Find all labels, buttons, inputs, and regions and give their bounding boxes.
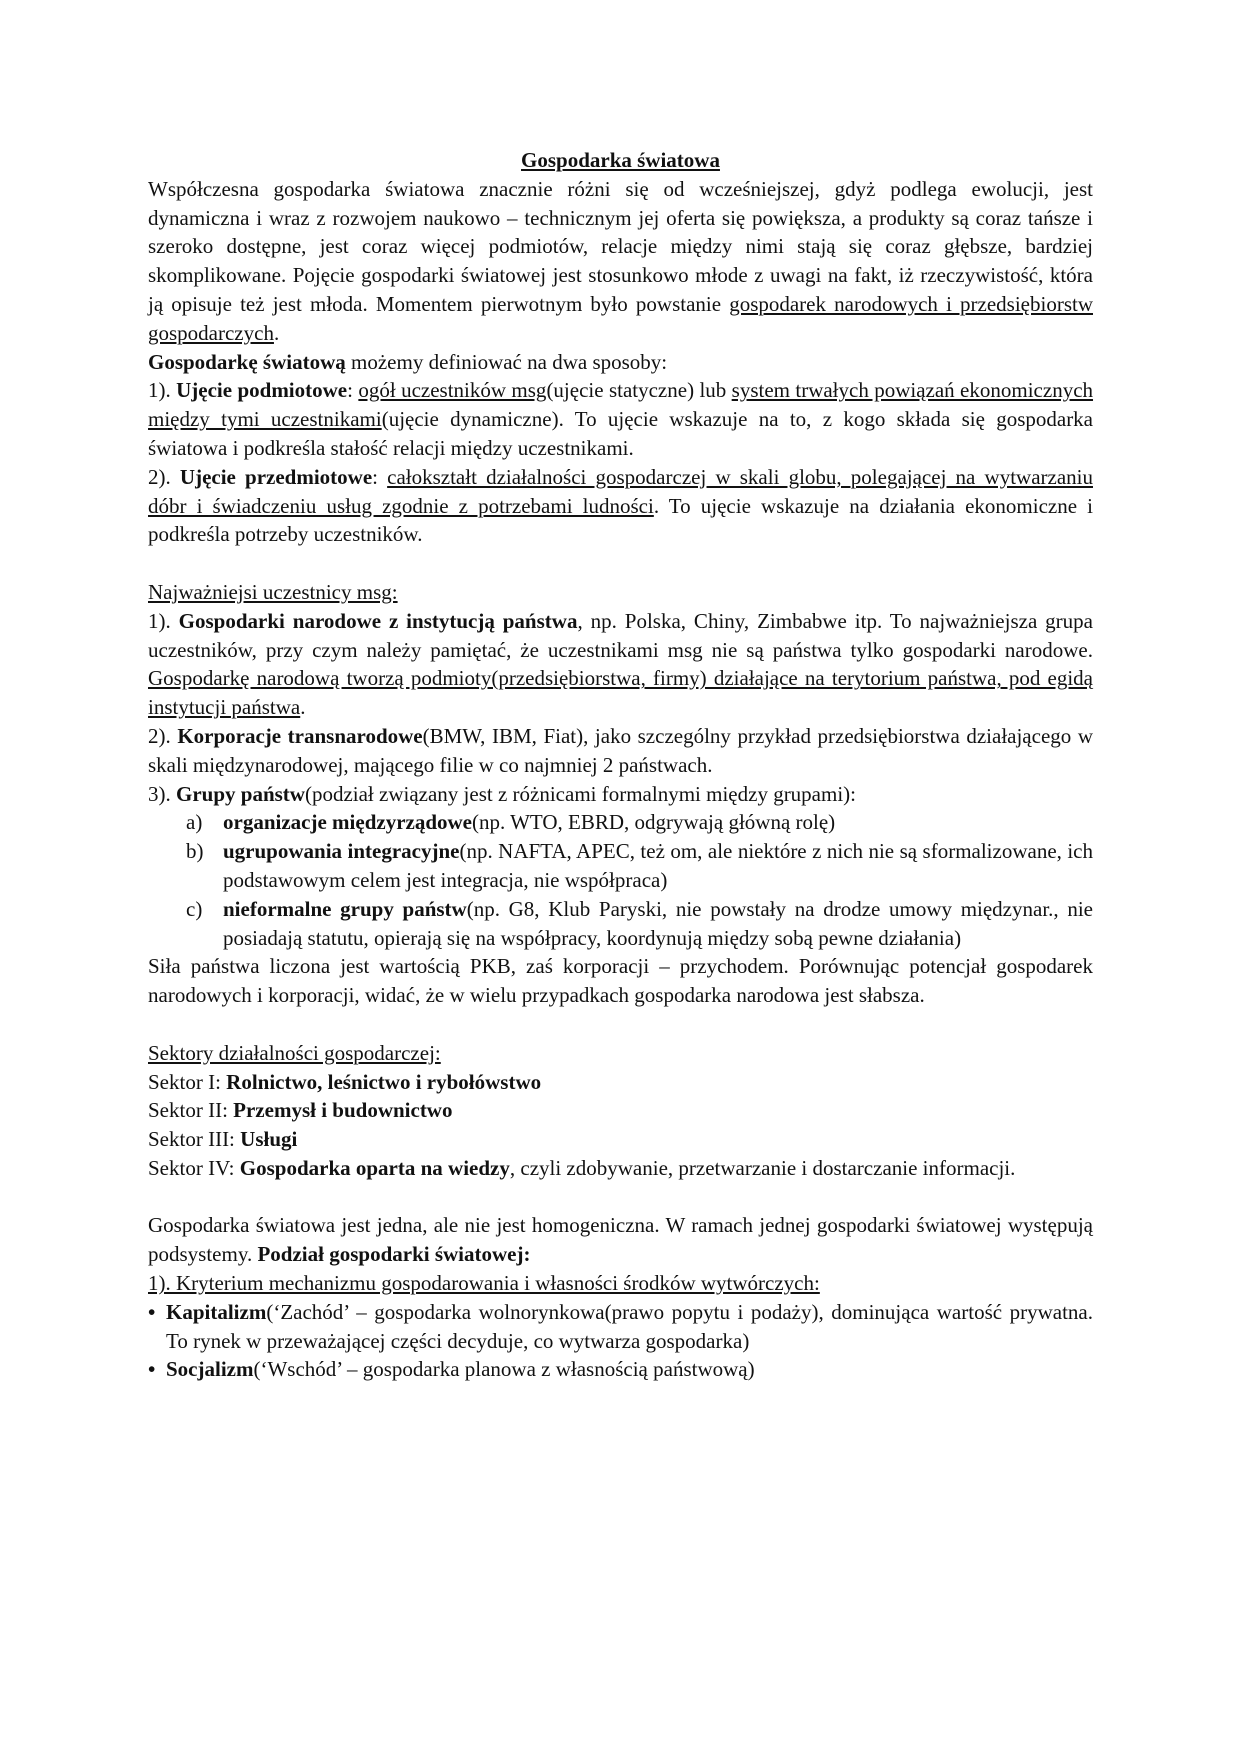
intro-end: . [273, 320, 280, 345]
approach2-underlined: całokształt działalności gospodarczej w skali globu, polegającej na wytwarzaniu dóbr i świadczeniu usług zgodnie z potrzebami ludności [148, 464, 1093, 518]
system-term: Socjalizm [166, 1357, 254, 1382]
approach2-text: . To ujęcie wskazuje na działania ekonomiczne i podkreśla potrzeby uczestników. [148, 493, 1093, 547]
sector-name: Usługi [240, 1127, 298, 1152]
group-term: ugrupowania integracyjne [223, 839, 460, 864]
blank-line [148, 1010, 1093, 1039]
definition-paragraph [148, 348, 1093, 377]
approach-subjective [148, 376, 1093, 462]
document-page [148, 146, 1093, 1384]
definition-term: Gospodarkę światową [148, 349, 346, 374]
participant-3 [148, 780, 1093, 809]
approach-objective [148, 463, 1093, 549]
system-term: Kapitalizm [166, 1299, 267, 1324]
economic-system-item [148, 1355, 1093, 1384]
list-marker: b) [186, 839, 204, 864]
approach2-term: Ujęcie przedmiotowe [179, 464, 373, 489]
sector-item [148, 1154, 1093, 1183]
sector-label: Sektor II: [148, 1098, 234, 1123]
intro-underlined: gospodarek narodowych i przedsiębiorstw gospodarczych [148, 291, 1093, 345]
participant-1-text: , np. Polska, Chiny, Zimbabwe itp. To najważniejsza grupa uczestników, przy czym należy pamiętać, że uczestnikami msg nie są państwa tylko gospodarki narodowe. [148, 608, 1093, 662]
criterion-heading [148, 1269, 1093, 1298]
participant-1-underlined: Gospodarkę narodową tworzą podmioty(przedsiębiorstwa, firmy) działające na terytorium państwa, pod egidą instytucji państwa [148, 666, 1093, 720]
participant-3-term: Grupy państw [176, 781, 305, 806]
bullet-icon: • [148, 1299, 156, 1324]
sector-item [148, 1096, 1093, 1125]
division-paragraph [148, 1211, 1093, 1269]
approach1-number: 1). [148, 378, 177, 403]
economic-systems-list [148, 1298, 1093, 1384]
participant-1-end: . [300, 695, 306, 720]
system-text: (‘Wschód’ – gospodarka planowa z własnością państwową) [253, 1357, 755, 1382]
participant-2-term: Korporacje transnarodowe [177, 723, 423, 748]
group-text: (np. G8, Klub Paryski, nie powstały na drodze umowy międzynar., nie posiadają statutu, opierają się na współpracy, koordynują między sobą pewne działania) [223, 896, 1093, 950]
sector-item [148, 1125, 1093, 1154]
criterion-heading-text: 1). Kryterium mechanizmu gospodarowania i własności środków wytwórczych: [148, 1271, 820, 1296]
division-text: Gospodarka światowa jest jedna, ale nie jest homogeniczna. W ramach jednej gospodarki światowej występują podsystemy. [148, 1213, 1093, 1267]
participant-2 [148, 722, 1093, 780]
sector-name: Rolnictwo, leśnictwo i rybołówstwo [226, 1069, 542, 1094]
economic-system-item [148, 1298, 1093, 1356]
approach1-term: Ujęcie podmiotowe [176, 378, 348, 403]
sectors-heading-text: Sektory działalności gospodarczej: [148, 1040, 441, 1065]
sectors-heading [148, 1039, 1093, 1068]
participant-3-number: 3). [148, 781, 176, 806]
participant-2-text: (BMW, IBM, Fiat), jako szczególny przykład przedsiębiorstwa działającego w skali międzynarodowej, mającego filie w co najmniej 2 państwach. [148, 723, 1093, 777]
system-text: (‘Zachód’ – gospodarka wolnorynkowa(prawo popytu i podaży), dominująca wartość prywatna. To rynek w przeważającej części decyduje, co wytwarza gospodarka) [166, 1299, 1093, 1353]
sector-text: , czyli zdobywanie, przetwarzanie i dostarczanie informacji. [509, 1155, 1016, 1180]
state-group-item [148, 808, 1093, 837]
division-heading: Podział gospodarki światowej: [257, 1242, 531, 1267]
approach1-text: (ujęcie statyczne) lub [546, 378, 732, 403]
document-title: Gospodarka światowa [521, 148, 720, 172]
state-group-item [148, 895, 1093, 953]
list-marker: a) [186, 810, 203, 835]
sector-item [148, 1068, 1093, 1097]
group-text: (np. NAFTA, APEC, też om, ale niektóre z nich nie są sformalizowane, ich podstawowym celem jest integracja, nie współpraca) [223, 839, 1094, 892]
strength-paragraph: Siła państwa liczona jest wartością PKB, zaś korporacji – przychodem. Porównując potencjał gospodarek narodowych i korporacji, widać, że w wielu przypadkach gospodarka narodowa jest słabsza. [148, 954, 1093, 1008]
participants-heading-text: Najważniejsi uczestnicy msg: [148, 579, 398, 604]
sector-label: Sektor I: [148, 1069, 227, 1094]
sector-name: Gospodarka oparta na wiedzy [239, 1155, 510, 1180]
sector-label: Sektor III: [148, 1127, 241, 1152]
blank-line [148, 549, 1093, 578]
sector-name: Przemysł i budownictwo [233, 1098, 453, 1123]
participant-1 [148, 607, 1093, 722]
approach1-underlined-1: ogół uczestników msg [358, 378, 547, 403]
approach1-text: : [347, 378, 359, 403]
approach1-underlined-2: system trwałych powiązań ekonomicznych między tymi uczestnikami [148, 378, 1094, 432]
intro-text: Współczesna gospodarka światowa znacznie różni się od wcześniejszej, gdyż podlega ewolucji, jest dynamiczna i wraz z rozwojem naukowo – technicznym jej oferta się powiększa, a produkty są coraz tańsze i szeroko dostępne, jest coraz więcej podmiotów, relacje między nimi stają się coraz głębsze, bardziej skomplikowane. Pojęcie gospodarki światowej jest stosunkowo młode z uwagi na fakt, iż rzeczywistość, która ją opisuje też jest młoda. Momentem pierwotnym było powstanie [148, 176, 1093, 316]
bullet-icon: • [148, 1357, 156, 1382]
approach2-text: : [372, 464, 388, 489]
approach2-number: 2). [148, 464, 180, 489]
definition-text: możemy definiować na dwa sposoby: [345, 349, 668, 374]
blank-line [148, 1183, 1093, 1212]
participant-3-text: (podział związany jest z różnicami formalnymi między grupami): [304, 781, 856, 806]
sector-label: Sektor IV: [148, 1155, 240, 1180]
list-marker: c) [186, 896, 203, 921]
group-term: nieformalne grupy państw [223, 896, 467, 921]
participant-1-number: 1). [148, 608, 179, 633]
group-term: organizacje międzyrządowe [223, 810, 472, 835]
participant-1-term: Gospodarki narodowe z instytucją państwa [178, 608, 578, 633]
approach1-text: (ujęcie dynamiczne). To ujęcie wskazuje na to, z kogo składa się gospodarka światowa i podkreśla stałość relacji między uczestnikami. [148, 407, 1094, 460]
state-groups-list [148, 808, 1093, 952]
participants-heading [148, 578, 1093, 607]
group-text: (np. WTO, EBRD, odgrywają główną rolę) [472, 810, 836, 835]
participant-2-number: 2). [148, 723, 178, 748]
intro-paragraph [148, 175, 1093, 348]
state-group-item [148, 837, 1093, 895]
